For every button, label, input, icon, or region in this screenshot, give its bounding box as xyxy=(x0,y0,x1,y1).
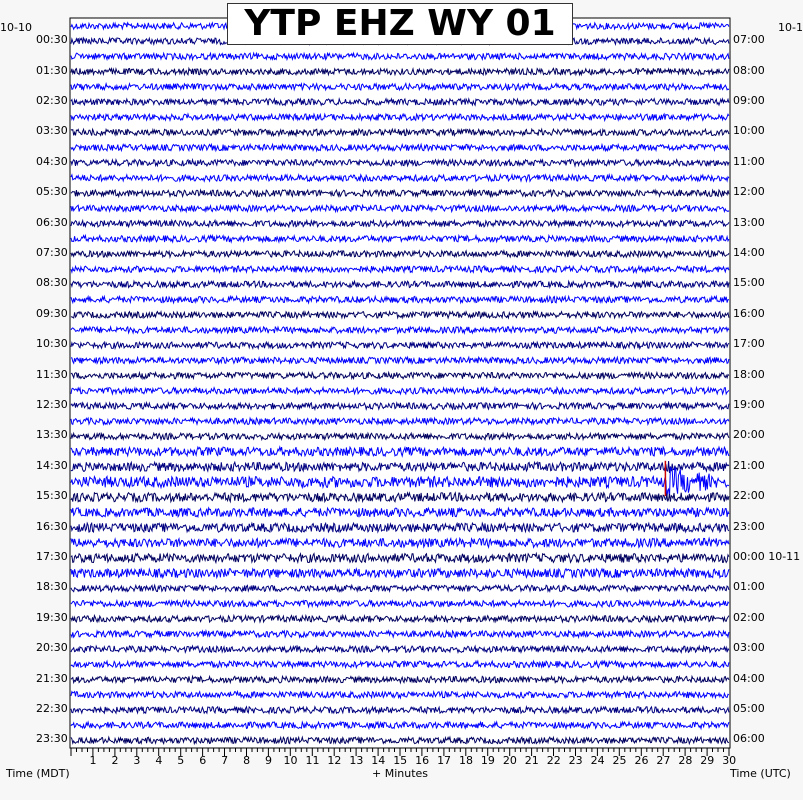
right-time-label: 03:00 xyxy=(733,641,765,655)
left-time-label: 04:30 xyxy=(36,154,68,168)
x-tick-label: 16 xyxy=(415,754,430,767)
right-time-label: 17:00 xyxy=(733,337,765,351)
x-tick-label: 7 xyxy=(221,754,229,767)
left-time-label: 18:30 xyxy=(36,580,68,594)
left-time-label: 09:30 xyxy=(36,306,68,320)
left-time-label: 10:30 xyxy=(36,337,68,351)
x-tick-label: 20 xyxy=(502,754,517,767)
left-time-label: 02:30 xyxy=(36,94,68,107)
left-time-label: 07:30 xyxy=(36,246,68,259)
x-tick-label: 14 xyxy=(371,754,386,767)
right-time-label: 16:00 xyxy=(733,306,765,320)
right-time-label: 19:00 xyxy=(733,398,765,411)
x-tick-label: 1 xyxy=(89,754,97,767)
x-axis-label: + Minutes xyxy=(372,767,429,780)
x-tick-label: 24 xyxy=(590,754,605,767)
left-axis-label: Time (MDT) xyxy=(6,767,70,780)
left-time-label: 20:30 xyxy=(36,641,68,655)
left-time-label: 08:30 xyxy=(36,276,68,290)
x-tick-label: 5 xyxy=(177,754,185,767)
x-tick-label: 10 xyxy=(283,754,298,767)
x-tick-label: 26 xyxy=(634,754,649,767)
left-time-label: 23:30 xyxy=(36,732,68,746)
right-time-label: 06:00 xyxy=(733,732,765,746)
x-tick-label: 12 xyxy=(327,754,342,767)
left-time-label: 11:30 xyxy=(36,367,68,381)
right-time-label: 18:00 xyxy=(733,367,765,381)
right-time-label: 22:00 xyxy=(733,489,765,503)
x-tick-label: 30 xyxy=(722,754,737,767)
left-time-label: 22:30 xyxy=(36,702,68,715)
x-tick-label: 19 xyxy=(480,754,495,767)
left-time-label: 13:30 xyxy=(36,428,68,442)
left-time-label: 06:30 xyxy=(36,215,68,229)
x-tick-label: 17 xyxy=(437,754,452,767)
right-time-label: 21:00 xyxy=(733,458,765,472)
start-date-right: 10-1 xyxy=(778,21,803,34)
left-time-label: 05:30 xyxy=(36,185,68,199)
right-time-label: 08:00 xyxy=(733,63,765,77)
x-tick-label: 9 xyxy=(265,754,272,767)
x-tick-label: 6 xyxy=(199,754,207,767)
left-time-label: 21:30 xyxy=(36,671,68,685)
left-time-label: 19:30 xyxy=(36,610,68,624)
left-time-label: 14:30 xyxy=(36,458,68,472)
left-time-label: 00:30 xyxy=(36,33,68,47)
x-tick-label: 28 xyxy=(678,754,693,767)
left-time-label: 01:30 xyxy=(36,63,68,77)
start-date-left: 10-10 xyxy=(0,21,32,34)
left-time-label: 12:30 xyxy=(36,398,68,411)
chart-title: YTP EHZ WY 01 xyxy=(227,3,573,45)
x-tick-label: 3 xyxy=(133,754,141,767)
right-time-label: 02:00 xyxy=(733,610,765,624)
right-time-label: 00:00 10-11 xyxy=(733,550,801,563)
right-time-label: 20:00 xyxy=(733,428,765,442)
right-time-label: 11:00 xyxy=(733,154,765,168)
x-tick-label: 18 xyxy=(459,754,473,767)
x-tick-label: 4 xyxy=(155,754,163,767)
x-tick-label: 27 xyxy=(656,754,671,767)
right-time-label: 01:00 xyxy=(733,580,765,594)
x-tick-label: 21 xyxy=(524,754,539,767)
right-time-label: 15:00 xyxy=(733,276,765,290)
x-tick-label: 23 xyxy=(568,754,583,767)
left-time-label: 03:30 xyxy=(36,124,68,138)
x-tick-label: 29 xyxy=(700,754,715,767)
right-time-label: 14:00 xyxy=(733,246,765,259)
x-tick-label: 8 xyxy=(243,754,251,767)
right-time-label: 07:00 xyxy=(733,33,765,47)
left-time-label: 16:30 xyxy=(36,519,68,533)
x-tick-label: 25 xyxy=(612,754,627,767)
x-tick-label: 15 xyxy=(393,754,408,767)
x-tick-label: 13 xyxy=(349,754,364,767)
plot-area xyxy=(70,18,730,748)
right-time-label: 23:00 xyxy=(733,519,765,533)
right-time-label: 12:00 xyxy=(733,185,765,199)
right-time-label: 13:00 xyxy=(733,215,765,229)
right-time-label: 04:00 xyxy=(733,671,765,685)
right-axis-label: Time (UTC) xyxy=(730,767,791,780)
right-time-label: 10:00 xyxy=(733,124,765,138)
x-tick-label: 2 xyxy=(111,754,119,767)
left-time-label: 15:30 xyxy=(36,489,68,503)
right-time-label: 05:00 xyxy=(733,702,765,715)
right-time-label: 09:00 xyxy=(733,94,765,107)
left-time-label: 17:30 xyxy=(36,550,68,563)
x-tick-label: 11 xyxy=(305,754,320,767)
x-tick-label: 22 xyxy=(546,754,561,767)
